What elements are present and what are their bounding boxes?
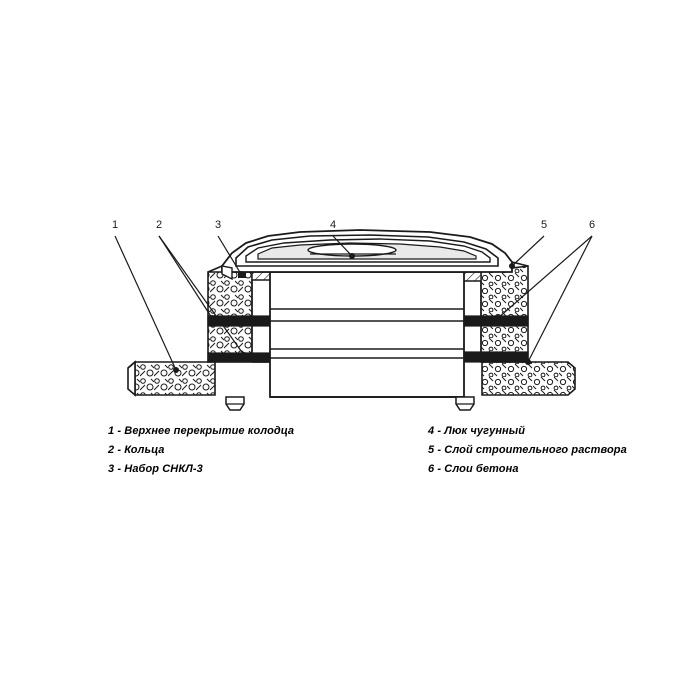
callout-number-5: 5 [541,219,548,231]
callout-number-3: 3 [215,219,222,231]
callout-number-6: 6 [589,219,596,231]
callout-number-2: 2 [156,219,163,231]
legend-item-6: 6 - Слои бетона [428,463,519,475]
legend-item-1: 1 - Верхнее перекрытие колодца [108,425,295,437]
legend-item-3: 3 - Набор СНКЛ-3 [108,463,203,475]
callout-number-4: 4 [330,219,337,231]
legend-item-5: 5 - Слой строительного раствора [428,444,627,456]
legend-column-left [108,422,294,479]
well-shaft-body [270,272,464,397]
legend-item-2: 2 - Кольца [108,444,165,456]
callout-number-1: 1 [112,219,119,231]
top-slab-and-cover [208,230,528,279]
legend-item-4: 4 - Люк чугунный [428,425,526,437]
right-concrete-collar [462,266,528,362]
support-feet [226,397,474,410]
callout-numbers-group [112,219,595,231]
legend-column-right [428,422,627,479]
